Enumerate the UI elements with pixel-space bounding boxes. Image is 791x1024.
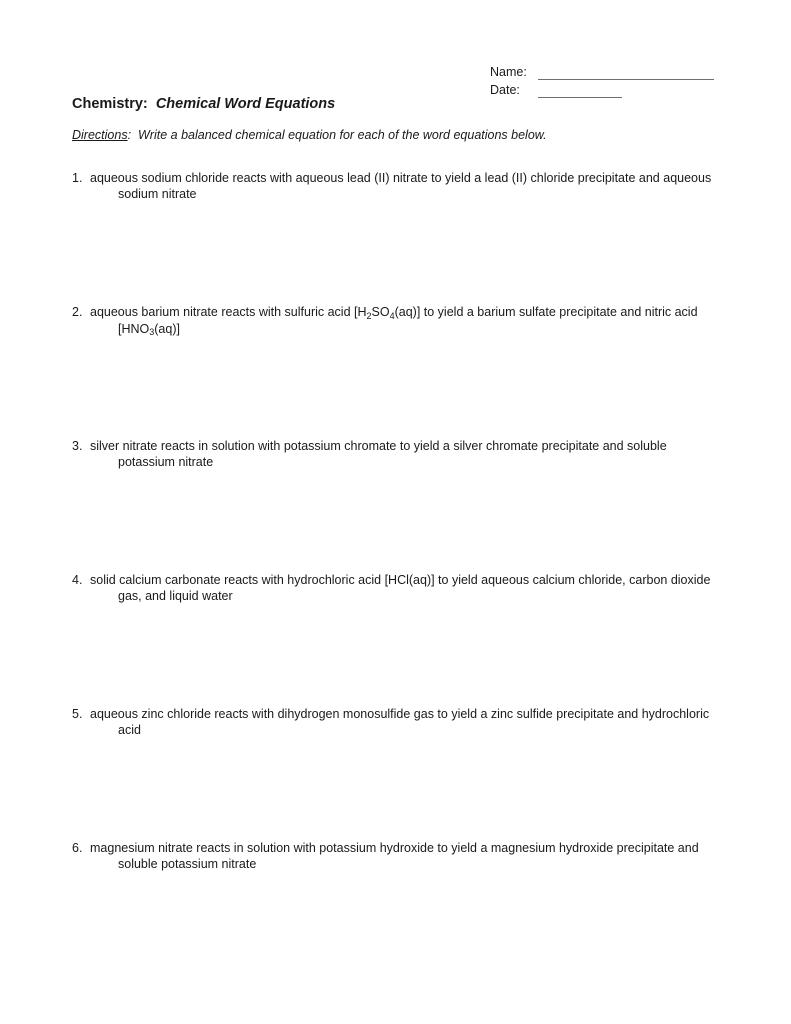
name-label: Name: <box>490 65 527 79</box>
problem-item <box>72 841 722 975</box>
problem-text <box>90 573 722 604</box>
date-label: Date: <box>490 83 520 97</box>
problem-text-run: magnesium nitrate reacts in solution with potassium hydroxide to yield a magnesium hydroxide precipitate and soluble potassium nitrate <box>90 841 699 871</box>
problem-number: 3. <box>72 439 83 453</box>
directions-label: Directions <box>72 128 128 142</box>
directions-text: Write a balanced chemical equation for each of the word equations below. <box>131 128 547 142</box>
problem-text-run: aqueous sodium chloride reacts with aqueous lead (II) nitrate to yield a lead (II) chloride precipitate and aqueous sodium nitrate <box>90 171 712 201</box>
problem-text-run: silver nitrate reacts in solution with potassium chromate to yield a silver chromate precipitate and soluble potassium nitrate <box>90 439 667 469</box>
problem-item <box>72 707 722 841</box>
problem-list <box>72 171 722 975</box>
title-spacer <box>148 96 156 112</box>
problem-number: 2. <box>72 305 83 319</box>
problem-number: 1. <box>72 171 83 185</box>
directions-line <box>72 127 547 143</box>
title-topic: Chemical Word Equations <box>155 96 336 112</box>
name-write-in-line[interactable] <box>538 66 714 80</box>
problem-item <box>72 573 722 707</box>
title-subject: Chemistry: <box>72 96 148 112</box>
problem-item <box>72 171 722 305</box>
problem-text <box>90 707 722 738</box>
problem-text <box>90 841 722 872</box>
date-write-in-line[interactable] <box>538 84 622 98</box>
problem-number: 6. <box>72 841 83 855</box>
directions-colon: : <box>127 128 132 142</box>
problem-item <box>72 305 722 439</box>
problem-text <box>90 171 722 202</box>
problem-text-run: aqueous zinc chloride reacts with dihydrogen monosulfide gas to yield a zinc sulfide precipitate and hydrochloric acid <box>90 707 710 737</box>
problem-number: 4. <box>72 573 83 587</box>
problem-text-run: solid calcium carbonate reacts with hydrochloric acid [HCl(aq)] to yield aqueous calcium chloride, carbon dioxide gas, and liquid water <box>90 573 711 603</box>
date-row <box>490 80 720 98</box>
name-date-block <box>490 62 720 98</box>
problem-number: 5. <box>72 707 83 721</box>
problem-item <box>72 439 722 573</box>
problem-text <box>90 305 722 338</box>
name-row <box>490 62 720 80</box>
page-title <box>72 95 335 113</box>
problem-text-run: aqueous barium nitrate reacts with sulfuric acid $[H_2SO_4(aq)]$ to yield a barium sulfate precipitate and nitric acid $[HNO_3(aq)]$ <box>90 305 698 337</box>
problem-text <box>90 439 722 470</box>
